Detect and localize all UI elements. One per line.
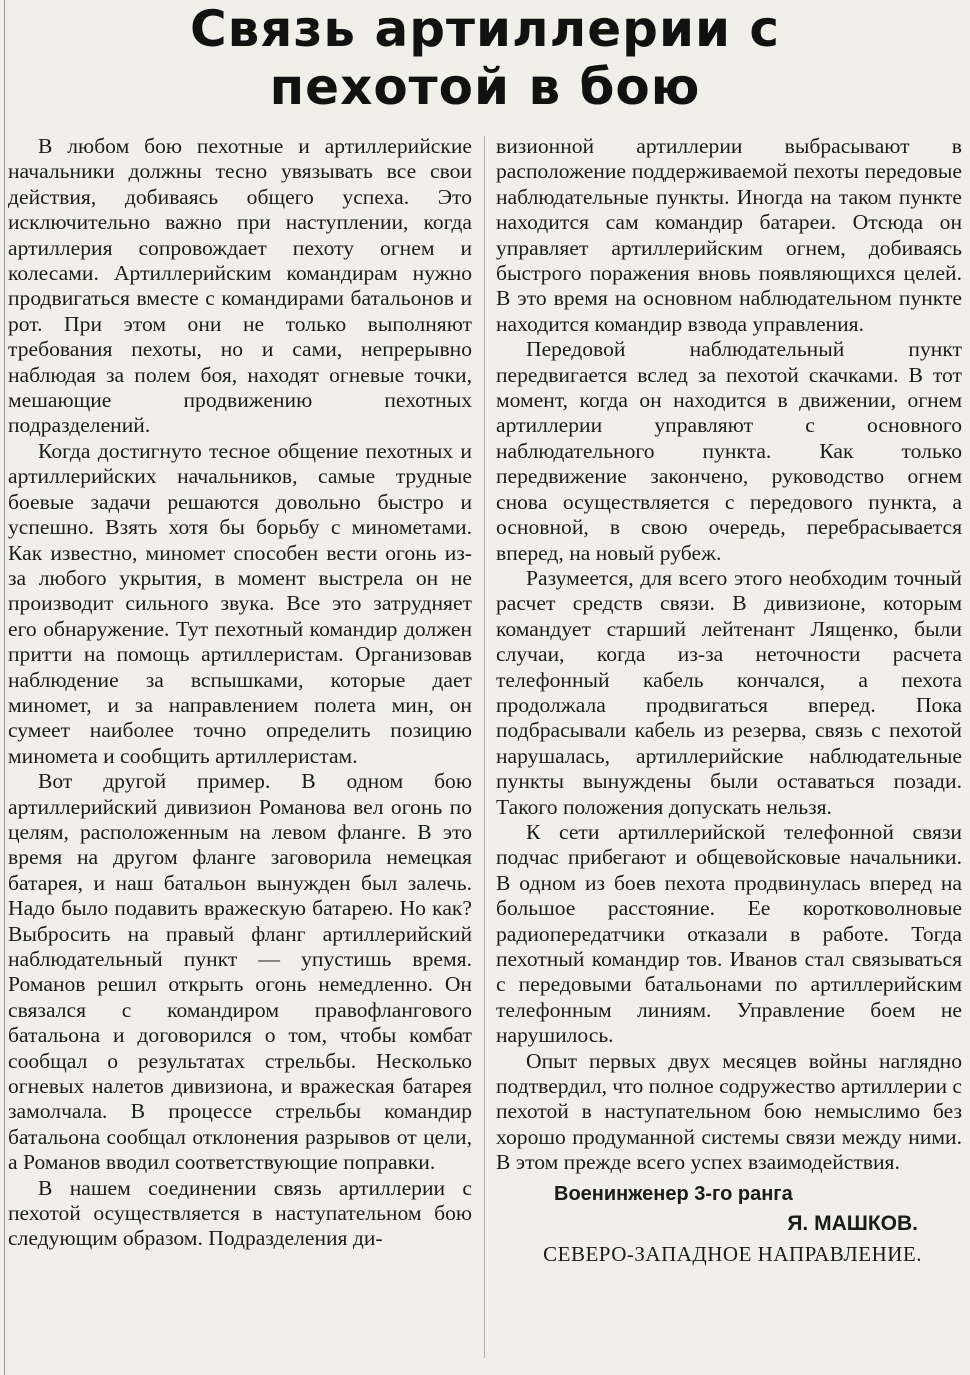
column-divider [484,136,485,1358]
paragraph: К сети артиллерийской телефонной связи подчас прибегают и общевойсковые начальники. В одном из боев пехота продвинулась вперед на большое расстояние. Ее коротковолновые радиопередатчики отказали в работе. Тогда пехотный командир тов. Иванов стал связываться с передовыми батальонами по артиллерийским телефонным линиям. Управление боем не нарушилось. [496,819,962,1048]
paragraph: визионной артиллерии выбрасывают в расположение поддерживаемой пехоты передовые наблюдательные пункты. Иногда на таком пункте находится сам командир батареи. Отсюда он управляет артиллерийским огнем, добиваясь быстрого поражения вновь появляющихся целей. В это время на основном наблюдательном пункте находится командир взвода управления. [496,134,962,336]
paragraph: Разумеется, для всего этого необходим точный расчет средств связи. В дивизионе, которым командует старший лейтенант Лященко, были случаи, когда из-за неточности расчета телефонный кабель кончался, а пехота продолжала продвигаться вперед. Пока подбрасывали кабель из резерва, связь с пехотой нарушалась, артиллерийские наблюдательные пункты вынуждены были оставаться позади. Такого положения допускать нельзя. [496,565,962,819]
paragraph: В любом бою пехотные и артиллерийские начальники должны тесно увязывать все свои действия, добиваясь общего успеха. Это исключительно важно при наступлении, когда артиллерия сопровождает пехоту огнем и колесами. Артиллерийским командирам нужно продвигаться вместе с командирами батальонов и рот. При этом они не только выполняют требования пехоты, но и сами, непрерывно наблюдая за полем боя, находят огневые точки, мешающие продвижению пехотных подразделений. [8,134,472,438]
page-edge-rule [4,0,5,1375]
left-column [8,134,472,1252]
paragraph: Передовой наблюдательный пункт передвигается вслед за пехотой скачками. В тот момент, когда он находится в движении, огнем артиллерии управляют с основного наблюдательного пункта. Как только передвижение закончено, руководство огнем снова осуществляется с передового пункта, а основной, в свою очередь, перебрасывается вперед, на новый рубеж. [496,337,962,565]
author-name: Я. МАШКОВ. [787,1212,918,1236]
paragraph: Вот другой пример. В одном бою артиллерийский дивизион Романова вел огонь по целям, расположенным на левом фланге. В это время на другом фланге заговорила немецкая батарея, и наш батальон вынужден был залечь. Надо было подавить вражескую батарею. Но как? Выбросить на правый фланг артиллерийский наблюдательный пункт — упустишь время. Романов решил открыть огонь немедленно. Он связался с командиром правофлангового батальона и договорился о том, чтобы комбат сообщал о результатах стрельбы. Несколько огневых налетов дивизиона, и вражеская батарея замолчала. В процессе стрельбы командир батальона сообщал отклонения разрывов от цели, а Романов вводил соответствующие поправки. [8,769,472,1175]
right-column [496,134,962,1268]
dateline-place: СЕВЕРО-ЗАПАДНОЕ НАПРАВЛЕНИЕ. [543,1242,922,1267]
headline-line-1: Связь артиллерии с [189,0,781,58]
article-headline [20,0,950,116]
paragraph: В нашем соединении связь артиллерии с пехотой осуществляется в наступательном бою следующим образом. Подразделения ди- [8,1175,472,1251]
paragraph: Опыт первых двух месяцев войны наглядно подтвердил, что полное содружество артиллерии с пехотой в наступательном бою немыслимо без хорошо продуманной системы связи между ними. В этом прежде всего успех взаимодействия. [496,1048,962,1175]
author-rank: Военинженер 3-го ранга [554,1182,793,1205]
headline-line-2: пехотой в бою [269,58,701,116]
paragraph: Когда достигнуто тесное общение пехотных и артиллерийских начальников, самые трудные боевые задачи решаются довольно быстро и успешно. Взять хотя бы борьбу с минометами. Как известно, миномет способен вести огонь из-за любого укрытия, в момент выстрела он не производит сильного звука. Все это затрудняет его обнаружение. Тут пехотный командир должен притти на помощь артиллеристам. Организовав наблюдение за вспышками, которые дает миномет, и за направлением полета мин, он сумеет наиболее точно определить позицию миномета и сообщить артиллеристам. [8,438,472,768]
